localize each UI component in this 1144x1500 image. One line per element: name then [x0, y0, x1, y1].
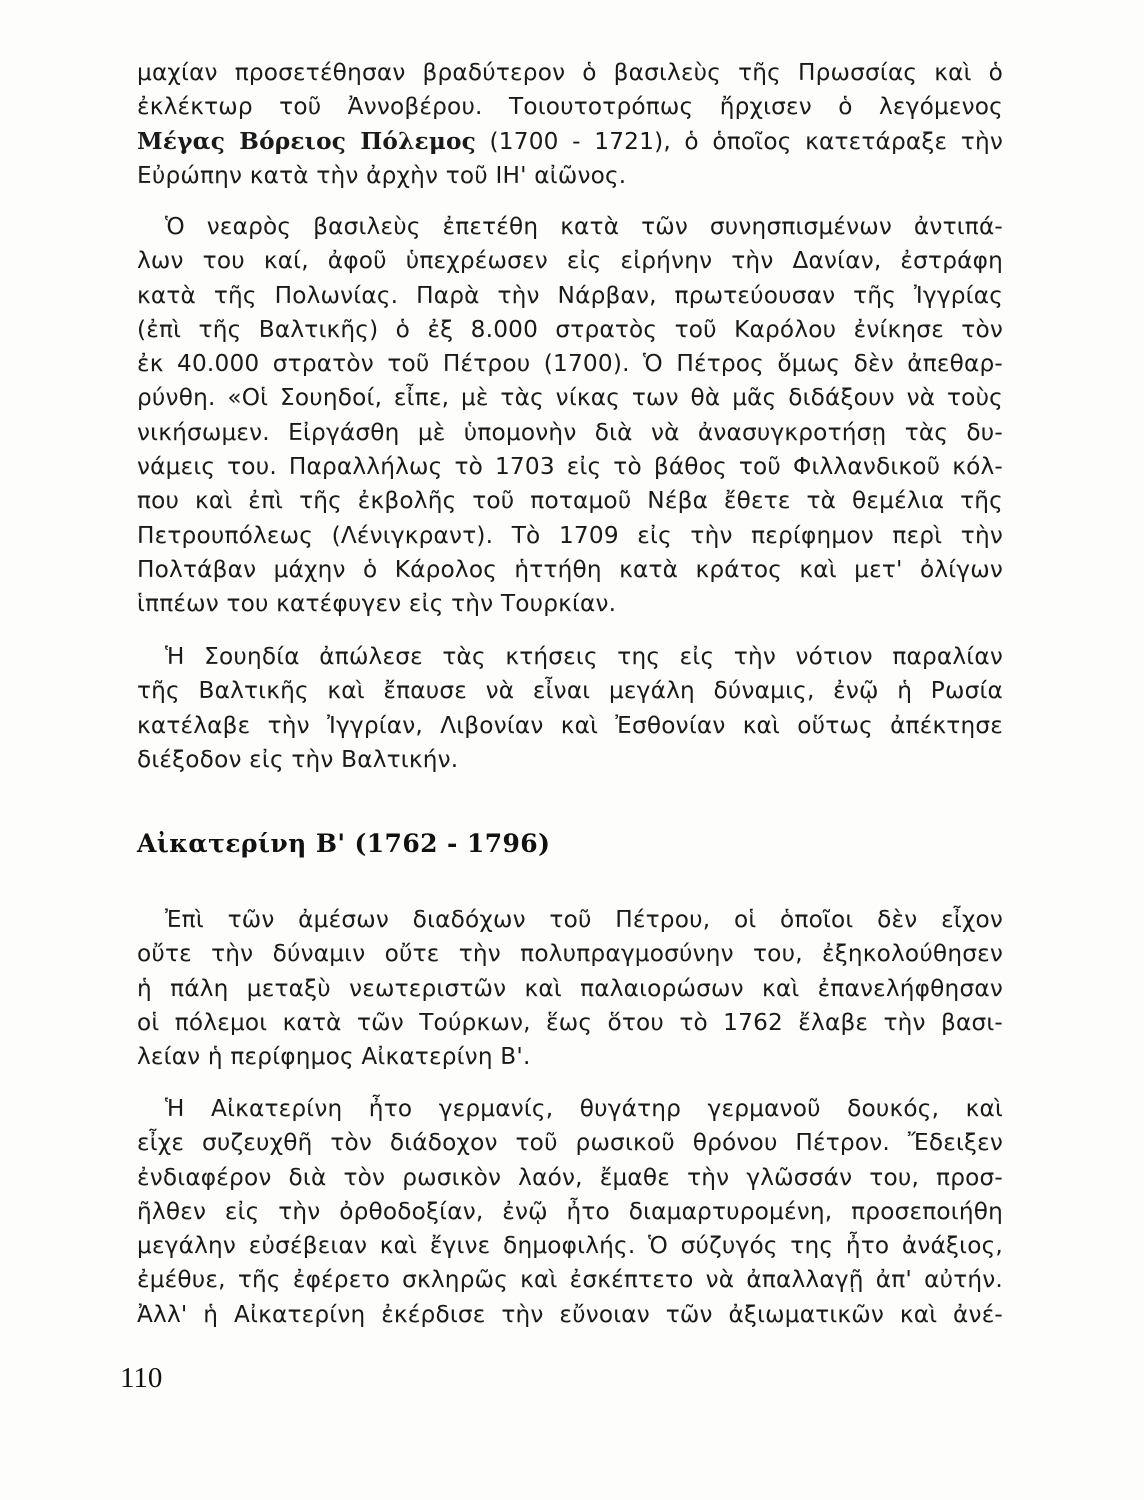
bold-term: Μέγας Βόρειος Πόλεμος [137, 127, 476, 155]
text-line: κατὰ τῆς Πολωνίας. Παρὰ τὴν Νάρβαν, πρωτεύουσαν τῆς Ἰγγρίας [137, 281, 1003, 309]
text-line: ἐκ 40.000 στρατὸν τοῦ Πέτρου (1700). Ὁ Πέτρος ὅμως δὲν ἀπεθαρ- [137, 350, 1003, 378]
text-line: ἡ πάλη μεταξὺ νεωτεριστῶν καὶ παλαιορώσων καὶ ἐπανελήφθησαν [137, 974, 1003, 1002]
text-line: Εὐρώπην κατὰ τὴν ἀρχὴν τοῦ ΙΗ' αἰῶνος. [137, 161, 627, 189]
paragraph-narva-poltava [137, 210, 1003, 622]
section-heading: Αἰκατερίνη Β' (1762 - 1796) [137, 829, 551, 858]
text-line: Πετρουπόλεως (Λένιγκραντ). Τὸ 1709 εἰς τὴν περίφημον περὶ τὴν [137, 521, 1003, 549]
paragraph-successors-of-peter [137, 903, 1003, 1074]
text-line: εἶχε συζευχθῆ τὸν διάδοχον τοῦ ρωσικοῦ θρόνου Πέτρον. Ἔδειξεν [137, 1129, 1003, 1157]
text-line [137, 125, 1003, 159]
text-line: ἐνδιαφέρον διὰ τὸν ρωσικὸν λαόν, ἔμαθε τὴν γλῶσσάν του, προσ- [137, 1163, 1003, 1191]
text-line: διέξοδον εἰς τὴν Βαλτικήν. [137, 745, 459, 773]
text-line: νάμεις του. Παραλλήλως τὸ 1703 εἰς τὸ βάθος τοῦ Φιλλανδικοῦ κόλ- [137, 453, 1003, 481]
text-line: ῆλθεν εἰς τὴν ὀρθοδοξίαν, ἐνῷ ἦτο διαμαρτυρομένη, προσεποιήθη [137, 1197, 1003, 1225]
text-line: Ὁ νεαρὸς βασιλεὺς ἐπετέθη κατὰ τῶν συνησπισμένων ἀντιπά- [165, 213, 1003, 240]
text-line: Ἡ Σουηδία ἀπώλεσε τὰς κτήσεις της εἰς τὴν νότιον παραλίαν [165, 643, 1003, 670]
text-line: Ἡ Αἰκατερίνη ἦτο γερμανίς, θυγάτηρ γερμανοῦ δουκός, καὶ [165, 1095, 1003, 1122]
text-line: Ἀλλ' ἡ Αἰκατερίνη ἐκέρδισε τὴν εὔνοιαν τῶν ἀξιωματικῶν καὶ ἀνέ- [137, 1300, 1003, 1328]
text-line: λων του καί, ἀφοῦ ὑπεχρέωσεν εἰς εἰρήνην τὴν Δανίαν, ἐστράφη [137, 247, 1003, 275]
text-line: νικήσωμεν. Εἰργάσθη μὲ ὑπομονὴν διὰ νὰ ἀνασυγκροτήσῃ τὰς δυ- [137, 418, 1003, 446]
text-run: (1700 - 1721), ὁ ὁποῖος κατετάραξε τὴν [476, 127, 1004, 155]
text-line: ἐμέθυε, τῆς ἐφέρετο σκληρῶς καὶ ἐσκέπτετο νὰ ἀπαλλαγῇ ἀπ' αὐτήν. [137, 1266, 1003, 1294]
text-line: οὔτε τὴν δύναμιν οὔτε τὴν πολυπραγμοσύνην του, ἐξηκολούθησεν [137, 940, 1003, 968]
text-line: μαχίαν προσετέθησαν βραδύτερον ὁ βασιλεὺς τῆς Πρωσσίας καὶ ὁ [137, 59, 1003, 86]
paragraph-sweden-losses [137, 640, 1003, 777]
text-line: ἱππέων του κατέφυγεν εἰς τὴν Τουρκίαν. [137, 590, 617, 618]
text-line: ἐκλέκτωρ τοῦ Ἀννοβέρου. Τοιουτοτρόπως ἤρχισεν ὁ λεγόμενος [137, 93, 1003, 121]
paragraph-great-northern-war-intro [137, 56, 1003, 193]
text-line: τῆς Βαλτικῆς καὶ ἔπαυσε νὰ εἶναι μεγάλη δύναμις, ἐνῷ ἡ Ρωσία [137, 677, 1003, 705]
text-line: κατέλαβε τὴν Ἰγγρίαν, Λιβονίαν καὶ Ἐσθονίαν καὶ οὕτως ἀπέκτησε [137, 711, 1003, 739]
paragraph-catherine-biography [137, 1092, 1003, 1332]
text-line: που καὶ ἐπὶ τῆς ἐκβολῆς τοῦ ποταμοῦ Νέβα ἔθετε τὰ θεμέλια τῆς [137, 487, 1003, 515]
text-line: ρύνθη. «Οἱ Σουηδοί, εἶπε, μὲ τὰς νίκας των θὰ μᾶς διδάξουν νὰ τοὺς [137, 384, 1003, 412]
text-line: λείαν ἡ περίφημος Αἰκατερίνη Β'. [137, 1043, 531, 1071]
text-line: οἱ πόλεμοι κατὰ τῶν Τούρκων, ἕως ὅτου τὸ 1762 ἔλαβε τὴν βασι- [137, 1008, 1003, 1036]
page-number: 110 [120, 1362, 163, 1394]
text-line: Ἐπὶ τῶν ἀμέσων διαδόχων τοῦ Πέτρου, οἱ ὁποῖοι δὲν εἶχον [165, 906, 1003, 933]
text-line: μεγάλην εὐσέβειαν καὶ ἔγινε δημοφιλής. Ὁ σύζυγός της ἦτο ἀνάξιος, [137, 1232, 1003, 1260]
text-line: (ἐπὶ τῆς Βαλτικῆς) ὁ ἐξ 8.000 στρατὸς τοῦ Καρόλου ἐνίκησε τὸν [137, 315, 1003, 343]
text-line: Πολτάβαν μάχην ὁ Κάρολος ἡττήθη κατὰ κράτος καὶ μετ' ὀλίγων [137, 555, 1003, 583]
